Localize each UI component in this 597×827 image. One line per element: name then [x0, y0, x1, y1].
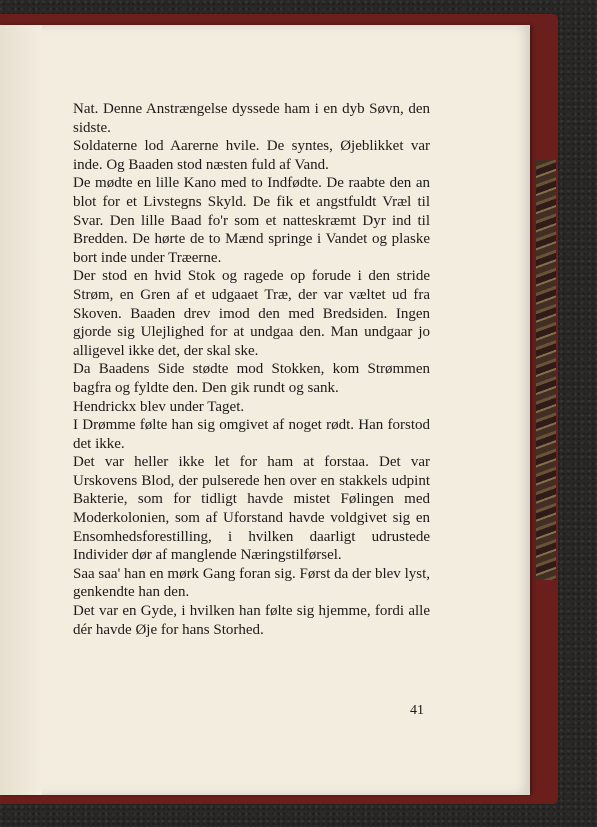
- paragraph: Det var en Gyde, i hvilken han følte sig hjemme, fordi alle dér havde Øje for hans Storhed.: [73, 603, 430, 638]
- paragraph: Nat. Denne Anstrængelse dyssede ham i en dyb Søvn, den sidste.: [73, 101, 430, 136]
- marbled-endpaper: [536, 160, 556, 580]
- page-number: 41: [410, 703, 424, 718]
- paragraph: Det var heller ikke let for ham at forstaa. Det var Urskovens Blod, der pulserede hen over en stakkels udpint Bakterie, som for tidligt havde mistet Følingen med Moderkolonien, som af Uforstand havde voldgivet sig en Ensomhedsforestilling, i hvilken daarligt udrustede Individer dør af manglende Næringstilførsel.: [73, 454, 430, 564]
- paragraph: Soldaterne lod Aarerne hvile. De syntes, Øjeblikket var inde. Og Baaden stod næsten fuld af Vand.: [73, 138, 430, 173]
- page-gutter: [0, 25, 42, 795]
- book-page: [0, 25, 530, 795]
- paragraph: Der stod en hvid Stok og ragede op forude i den stride Strøm, en Gren af et udgaaet Træ, der var væltet ud fra Skoven. Baaden drev imod den med Bredsiden. Ingen gjorde sig Ulejlighed for at undgaa den. Man undgaar jo alligevel ikke det, der skal ske.: [73, 268, 430, 359]
- paragraph: I Drømme følte han sig omgivet af noget rødt. Han forstod det ikke.: [73, 417, 430, 452]
- paragraph: Da Baadens Side stødte mod Stokken, kom Strømmen bagfra og fyldte den. Den gik rundt og sank.: [73, 361, 430, 396]
- paragraph: Hendrickx blev under Taget.: [73, 398, 245, 415]
- paragraph: Saa saa' han en mørk Gang foran sig. Først da der blev lyst, genkendte han den.: [73, 565, 430, 601]
- page-text: [73, 100, 430, 639]
- paragraph: De mødte en lille Kano med to Indfødte. De raabte den an blot for et Livstegns Skyld. De fik et angstfuldt Vræl til Svar. Den lille Baad fo'r som et natteskræmt Dyr ind til Bredden. De hørte de to Mænd springe i Vandet og plaske bort inde under Træerne.: [73, 175, 430, 266]
